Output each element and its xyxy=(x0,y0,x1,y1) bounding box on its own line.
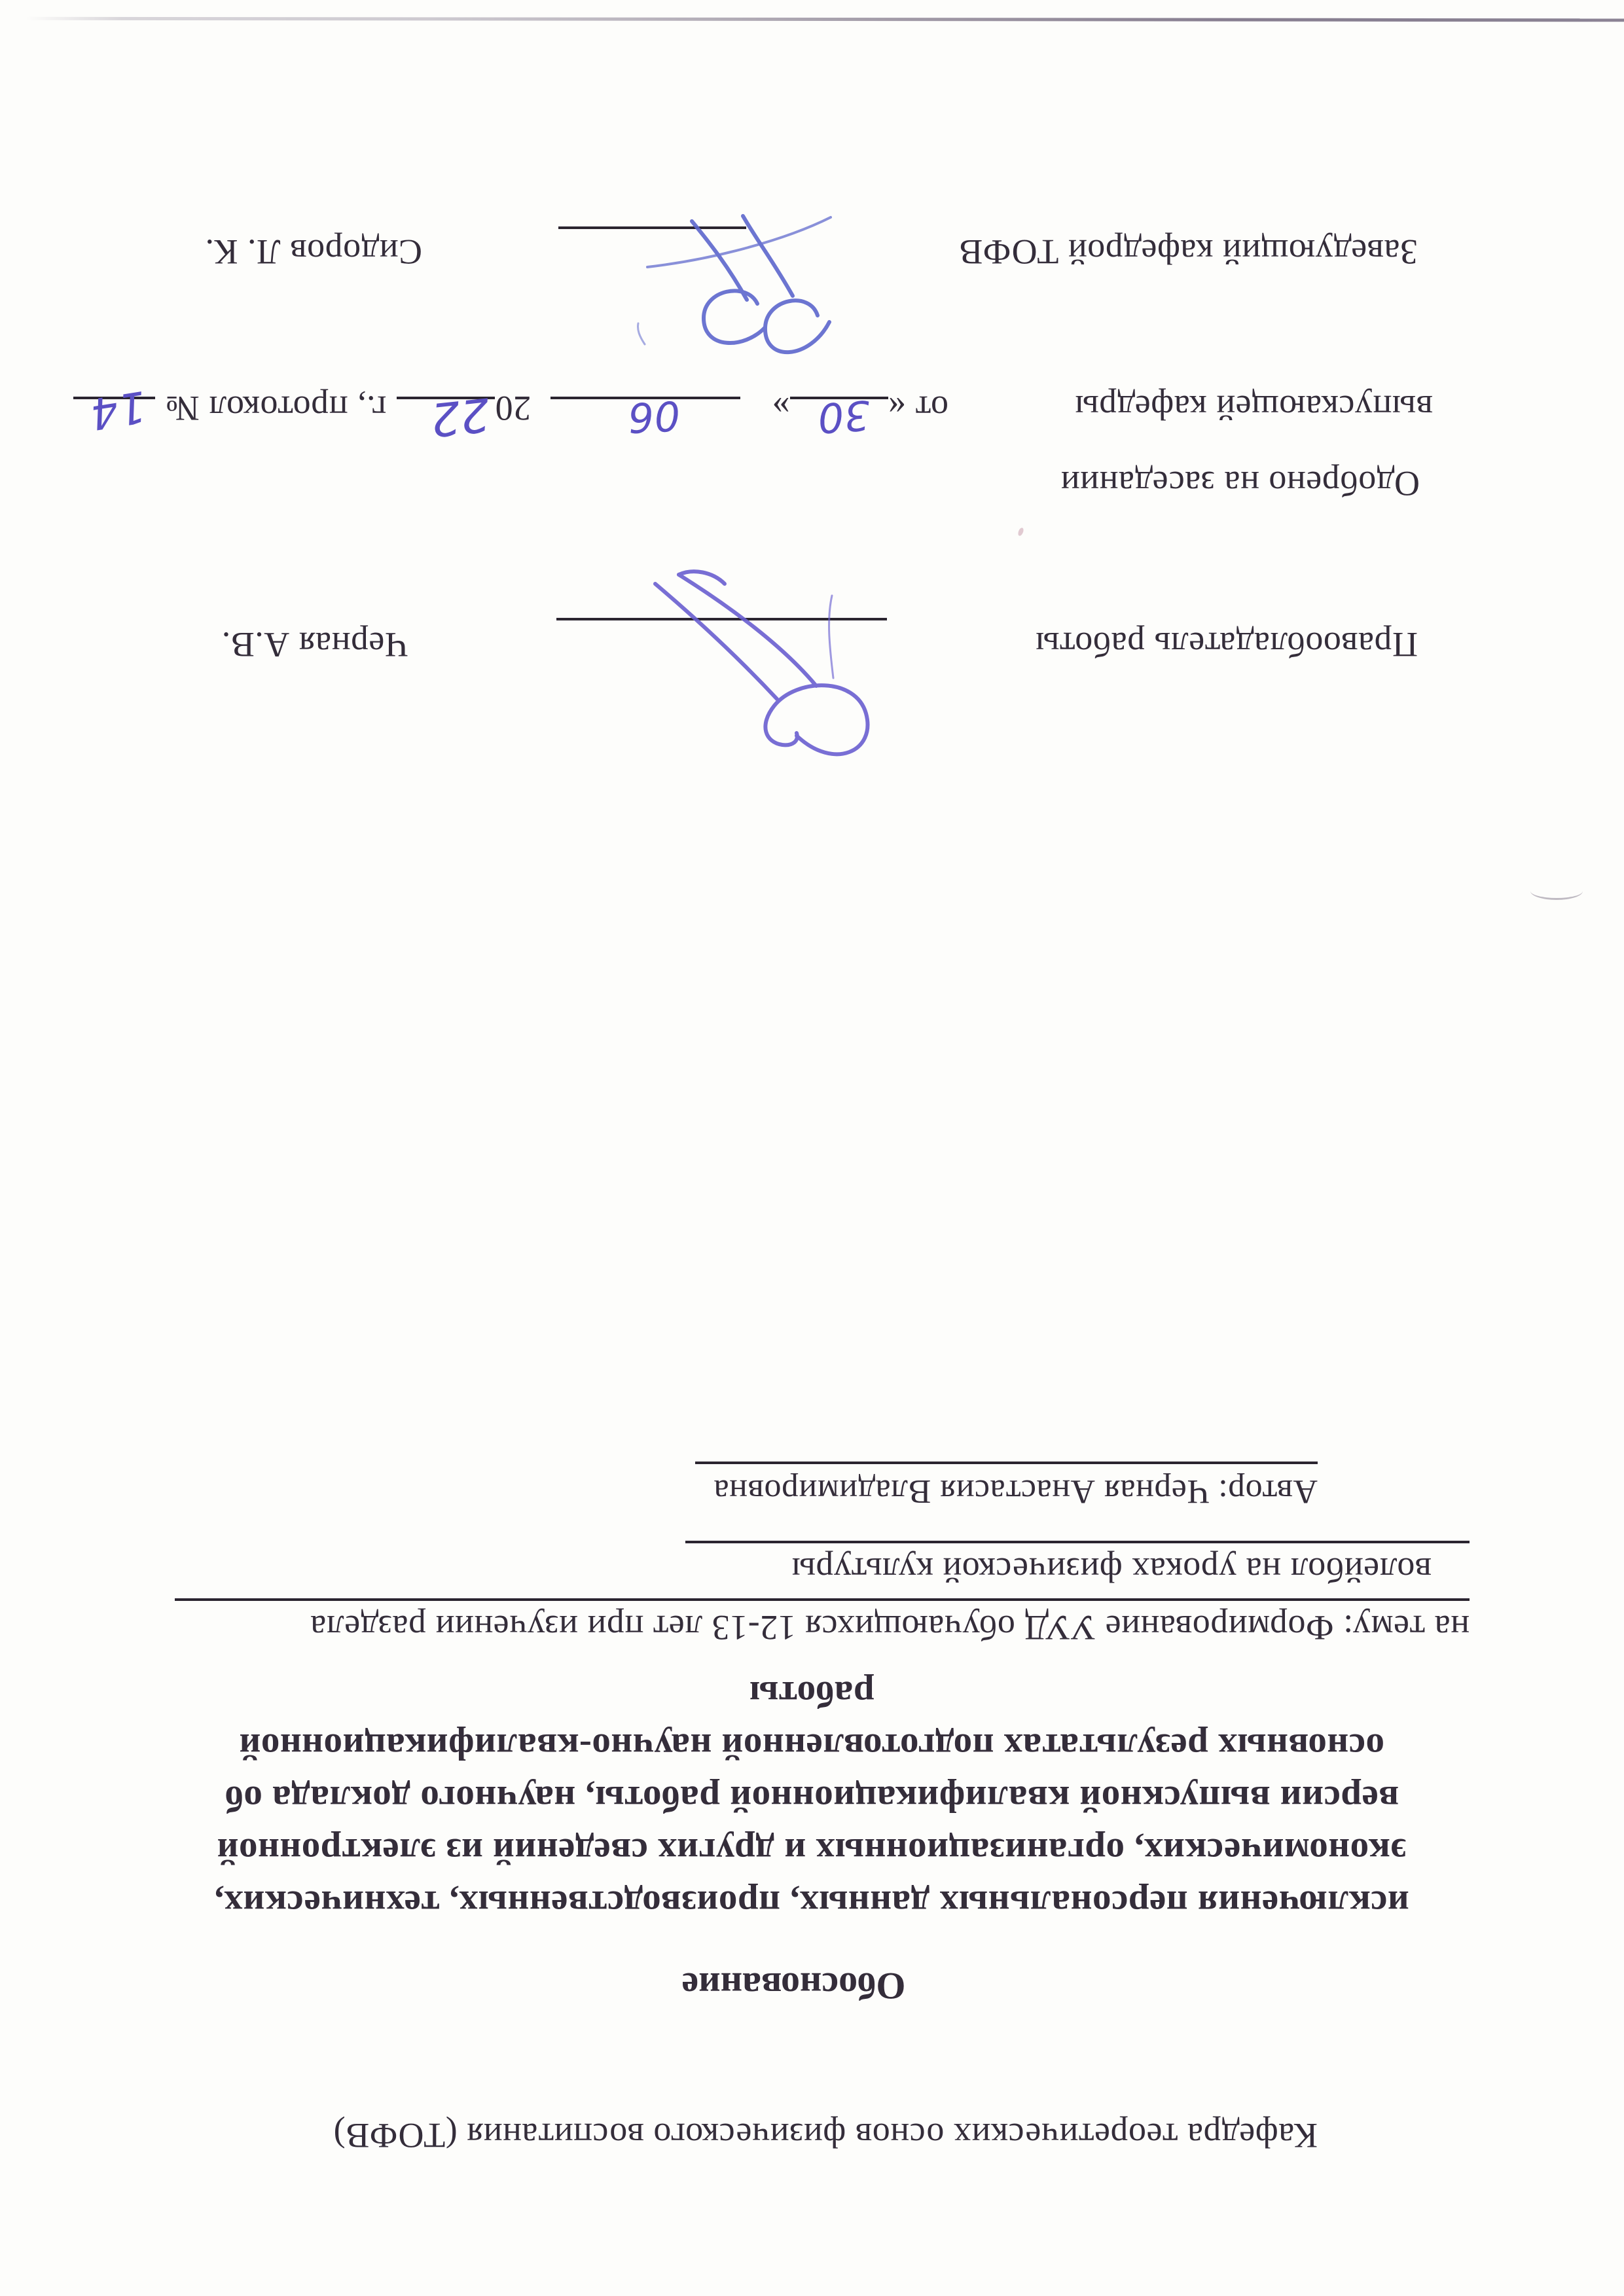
date-day-blank xyxy=(790,391,888,442)
handwritten-year: 22 xyxy=(427,387,493,447)
department-line: Кафедра теоретических основ физического воспитания (ТОФВ) xyxy=(333,2116,1318,2155)
date-month-blank xyxy=(550,391,740,442)
date-close-quote: » xyxy=(772,389,790,428)
rights-holder-label: Правообладатель работы xyxy=(1035,625,1418,664)
head-of-department-label: Заведующий кафедрой ТОФВ xyxy=(958,232,1418,272)
justification-paragraph xyxy=(154,1668,1470,1929)
justification-line: основных результатах подготовленной научно-квалификационной xyxy=(239,1726,1384,1767)
date-year-blank xyxy=(397,387,495,447)
date-year-prefix: 20 xyxy=(495,389,532,428)
rights-holder-signature-icon xyxy=(608,567,896,776)
approved-line-1: Одобрено на заседании xyxy=(1060,464,1420,503)
date-prefix: от « xyxy=(888,389,948,428)
rights-holder-name: Черная А.В. xyxy=(221,625,408,664)
justification-line: работы xyxy=(749,1674,875,1715)
protocol-number-blank xyxy=(73,380,155,440)
head-of-department-name: Сидоров Л. К. xyxy=(204,232,422,272)
justification-line: версии выпускной квалификационной работы, научного доклада об xyxy=(224,1778,1399,1820)
topic-line-2: волейбол на уроках физической культуры xyxy=(685,1541,1470,1590)
page-title: Обоснование xyxy=(681,1965,906,2007)
date-suffix: г., протокол № xyxy=(165,389,387,428)
justification-line: исключения персональных данных, производственных, технических, xyxy=(214,1883,1409,1924)
head-signature-icon xyxy=(611,209,873,373)
handwritten-protocol-number: 14 xyxy=(86,380,150,440)
approved-line-2: выпускающей кафедры xyxy=(1074,388,1433,427)
handwritten-day: 30 xyxy=(816,391,872,442)
author-line: Автор: Черная Анастасия Владимировна xyxy=(695,1462,1318,1511)
protocol-date-row xyxy=(73,380,948,447)
topic-line-1: на тему: Формирование УУД обучающихся 12-13 лет при изучении раздела xyxy=(175,1598,1470,1648)
handwritten-month: 06 xyxy=(626,391,681,442)
scan-curve-artifact xyxy=(1530,882,1583,900)
justification-line: экономических, организационных и других сведений из электронной xyxy=(217,1831,1407,1872)
